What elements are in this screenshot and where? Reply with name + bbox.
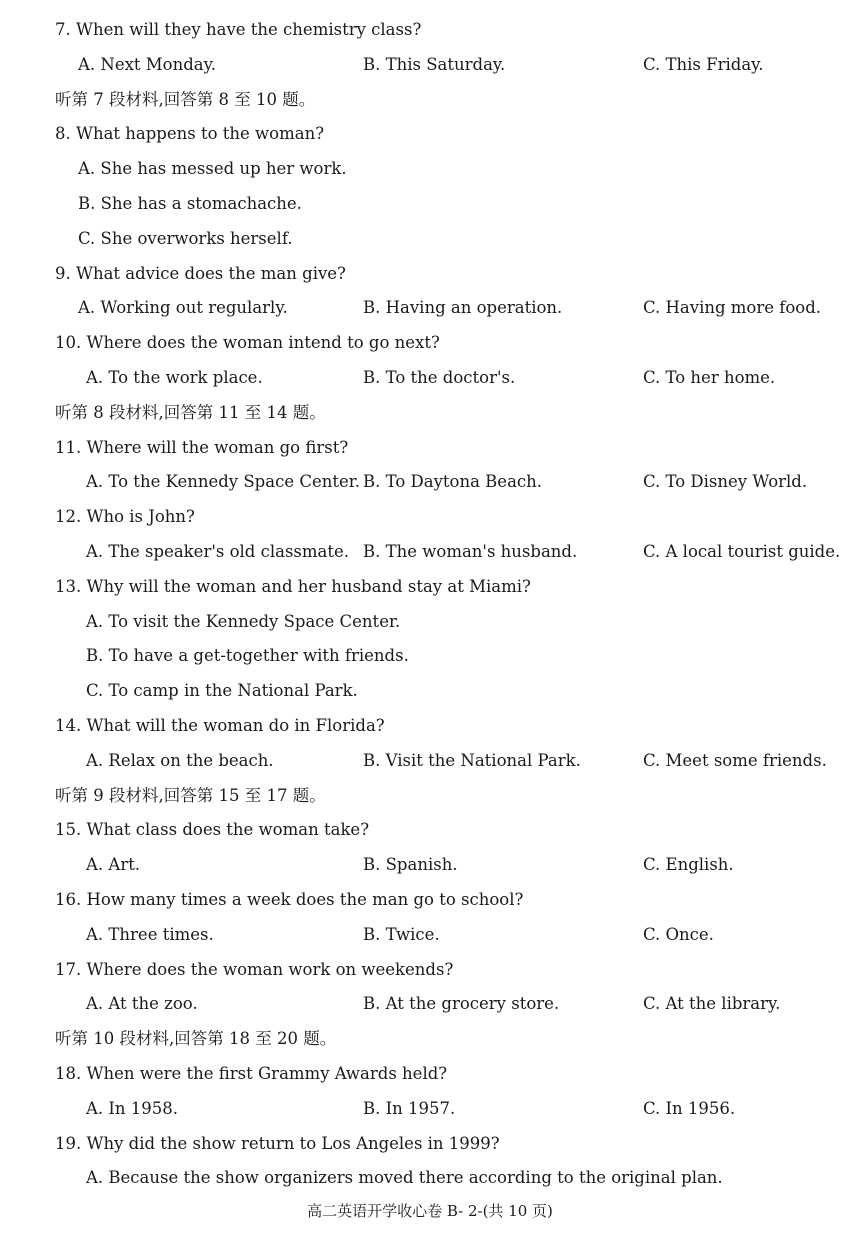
section-instruction: 听第 10 段材料,回答第 18 至 20 题。 xyxy=(55,1029,337,1049)
question-stem: 15. What class does the woman take? xyxy=(55,820,370,840)
answer-option: B. Having an operation. xyxy=(363,298,563,318)
question-stem: 14. What will the woman do in Florida? xyxy=(55,716,385,735)
answer-option: B. The woman's husband. xyxy=(363,542,578,561)
answer-option: C. Having more food. xyxy=(643,298,822,318)
question-stem: 10. Where does the woman intend to go next? xyxy=(55,333,440,353)
question-stem: 8. What happens to the woman? xyxy=(55,124,325,144)
answer-option: A. The speaker's old classmate. xyxy=(86,542,350,561)
page-footer: 高二英语开学收心卷 B- 2-(共 10 页) xyxy=(307,1202,553,1220)
answer-option: B. To Daytona Beach. xyxy=(363,472,543,492)
answer-option: B. She has a stomachache. xyxy=(78,194,302,213)
question-stem: 19. Why did the show return to Los Angeles in 1999? xyxy=(55,1133,500,1153)
answer-option: C. At the library. xyxy=(643,994,781,1014)
answer-option: C. This Friday. xyxy=(643,54,764,74)
answer-option: A. Art. xyxy=(86,855,141,875)
question-stem: 9. What advice does the man give? xyxy=(55,263,346,283)
question-stem: 18. When were the first Grammy Awards held? xyxy=(55,1064,448,1083)
answer-option: A. To the Kennedy Space Center. xyxy=(86,472,361,492)
question-stem: 16. How many times a week does the man go to school? xyxy=(55,890,524,909)
answer-option: B. In 1957. xyxy=(363,1098,456,1118)
answer-option: C. English. xyxy=(643,855,734,875)
answer-option: A. At the zoo. xyxy=(86,994,198,1014)
answer-option: C. To camp in the National Park. xyxy=(86,681,358,701)
answer-option: B. Visit the National Park. xyxy=(363,750,581,770)
question-stem: 17. Where does the woman work on weekends? xyxy=(55,959,454,979)
answer-option: A. Working out regularly. xyxy=(78,298,288,318)
answer-option: B. Spanish. xyxy=(363,855,458,875)
answer-option: A. Because the show organizers moved there according to the original plan. xyxy=(86,1168,723,1188)
answer-option: A. In 1958. xyxy=(86,1098,179,1118)
answer-option: C. She overworks herself. xyxy=(78,228,293,248)
answer-option: B. To have a get-together with friends. xyxy=(86,646,409,666)
question-stem: 13. Why will the woman and her husband stay at Miami? xyxy=(55,576,531,596)
question-stem: 7. When will they have the chemistry class? xyxy=(55,20,422,39)
section-instruction: 听第 7 段材料,回答第 8 至 10 题。 xyxy=(55,89,316,109)
answer-option: B. At the grocery store. xyxy=(363,994,560,1014)
answer-option: B. Twice. xyxy=(363,924,440,944)
answer-option: C. A local tourist guide. xyxy=(643,542,841,561)
answer-option: C. Meet some friends. xyxy=(643,750,827,770)
answer-option: A. Three times. xyxy=(86,924,214,944)
answer-option: A. Next Monday. xyxy=(78,54,217,74)
question-stem: 11. Where will the woman go first? xyxy=(55,437,349,457)
section-instruction: 听第 9 段材料,回答第 15 至 17 题。 xyxy=(55,785,326,805)
answer-option: C. To Disney World. xyxy=(643,472,808,492)
answer-option: C. To her home. xyxy=(643,368,776,387)
section-instruction: 听第 8 段材料,回答第 11 至 14 题。 xyxy=(55,402,326,422)
answer-option: A. To the work place. xyxy=(86,368,263,387)
answer-option: A. To visit the Kennedy Space Center. xyxy=(86,611,401,631)
answer-option: C. In 1956. xyxy=(643,1098,736,1118)
answer-option: A. Relax on the beach. xyxy=(86,750,274,770)
answer-option: C. Once. xyxy=(643,924,714,944)
answer-option: B. This Saturday. xyxy=(363,54,506,74)
question-stem: 12. Who is John? xyxy=(55,507,195,527)
answer-option: A. She has messed up her work. xyxy=(78,159,347,179)
answer-option: B. To the doctor's. xyxy=(363,368,516,387)
